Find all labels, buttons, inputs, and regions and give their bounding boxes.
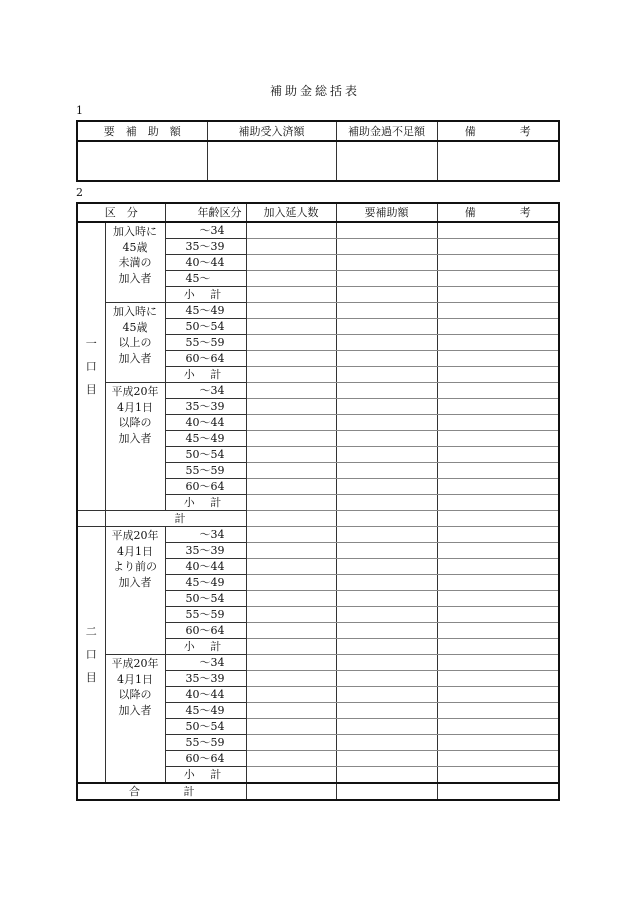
kanyu-ninzu-cell[interactable]	[246, 527, 336, 543]
youhojo-cell[interactable]	[336, 335, 437, 351]
youhojo-cell[interactable]	[336, 591, 437, 607]
youhojo-cell[interactable]	[336, 415, 437, 431]
youhojo-cell[interactable]	[336, 479, 437, 495]
table-row	[77, 303, 559, 319]
youhojo-cell[interactable]	[336, 719, 437, 735]
youhojo-cell[interactable]	[336, 543, 437, 559]
biko-cell[interactable]	[437, 527, 559, 543]
biko-cell[interactable]	[437, 415, 559, 431]
kanyu-ninzu-cell[interactable]	[246, 575, 336, 591]
age-range-cell: 〜34	[165, 655, 246, 671]
biko-cell[interactable]	[437, 623, 559, 639]
youhojo-cell[interactable]	[336, 575, 437, 591]
kanyu-ninzu-cell[interactable]	[246, 271, 336, 287]
kanyu-ninzu-cell[interactable]	[246, 671, 336, 687]
age-range-cell: 40〜44	[165, 255, 246, 271]
section-1-number: 1	[76, 104, 83, 117]
subtotal-label: 小 計	[165, 287, 246, 303]
age-range-cell: 50〜54	[165, 447, 246, 463]
age-range-cell: 60〜64	[165, 751, 246, 767]
biko-cell[interactable]	[437, 735, 559, 751]
age-range-cell: 35〜39	[165, 671, 246, 687]
youhojo-cell[interactable]	[336, 222, 437, 239]
age-range-cell: 〜34	[165, 527, 246, 543]
cell-ukeire[interactable]	[207, 141, 336, 181]
biko-cell[interactable]	[437, 575, 559, 591]
kanyu-ninzu-cell[interactable]	[246, 559, 336, 575]
youhojo-cell[interactable]	[336, 383, 437, 399]
header-nenrei: 年齢区分	[165, 203, 246, 222]
page-title: 補助金総括表	[269, 84, 360, 98]
age-range-cell: 〜34	[165, 383, 246, 399]
biko-total[interactable]	[437, 783, 559, 800]
biko-cell[interactable]	[437, 511, 559, 527]
youhojo-cell[interactable]	[336, 671, 437, 687]
header-kubun: 区 分	[77, 203, 165, 222]
biko-cell[interactable]	[437, 367, 559, 383]
youhojo-cell[interactable]	[336, 687, 437, 703]
biko-cell[interactable]	[437, 303, 559, 319]
subtotal-label: 小 計	[165, 367, 246, 383]
biko-cell[interactable]	[437, 495, 559, 511]
kanyu-ninzu-cell[interactable]	[246, 303, 336, 319]
kanyu-ninzu-cell[interactable]	[246, 335, 336, 351]
kanyu-ninzu-cell[interactable]	[246, 255, 336, 271]
age-range-cell: 40〜44	[165, 687, 246, 703]
biko-cell[interactable]	[437, 255, 559, 271]
group-label: 平成20年 4月1日 以降の 加入者	[105, 655, 165, 784]
youhojo-cell[interactable]	[336, 559, 437, 575]
table-row	[77, 222, 559, 239]
age-range-cell: 35〜39	[165, 543, 246, 559]
biko-cell[interactable]	[437, 543, 559, 559]
age-range-cell: 35〜39	[165, 239, 246, 255]
youhojo-cell[interactable]	[336, 767, 437, 784]
youhojo-cell[interactable]	[336, 447, 437, 463]
youhojo-cell[interactable]	[336, 623, 437, 639]
kanyu-ninzu-cell[interactable]	[246, 687, 336, 703]
biko-cell[interactable]	[437, 687, 559, 703]
ichi-kaime-label: 一 口 目	[77, 222, 105, 511]
table-row	[77, 655, 559, 671]
age-range-cell: 55〜59	[165, 335, 246, 351]
kanyu-ninzu-cell[interactable]	[246, 447, 336, 463]
ni-kaime-label: 二 口 目	[77, 527, 105, 784]
youhojo-cell[interactable]	[336, 255, 437, 271]
biko-cell[interactable]	[437, 655, 559, 671]
biko-cell[interactable]	[437, 607, 559, 623]
biko-cell[interactable]	[437, 319, 559, 335]
group-label: 加入時に 45歳 未満の 加入者	[105, 222, 165, 303]
biko-cell[interactable]	[437, 447, 559, 463]
youhojo-cell[interactable]	[336, 655, 437, 671]
youhojo-cell[interactable]	[336, 527, 437, 543]
youhojo-cell[interactable]	[336, 287, 437, 303]
biko-cell[interactable]	[437, 559, 559, 575]
biko-cell[interactable]	[437, 463, 559, 479]
cell-biko[interactable]	[437, 141, 559, 181]
subtotal-label: 小 計	[165, 495, 246, 511]
age-range-cell: 60〜64	[165, 479, 246, 495]
kanyu-ninzu-cell[interactable]	[246, 367, 336, 383]
subsidy-summary-table	[76, 120, 560, 182]
youhojo-cell[interactable]	[336, 319, 437, 335]
table-row	[77, 527, 559, 543]
header-biko: 備 考	[437, 203, 559, 222]
header-kabusoku: 補助金過不足額	[336, 121, 437, 141]
kanyu-ninzu-cell[interactable]	[246, 623, 336, 639]
grand-total-row	[77, 783, 559, 800]
group-label: 加入時に 45歳 以上の 加入者	[105, 303, 165, 383]
biko-cell[interactable]	[437, 271, 559, 287]
youhojo-cell[interactable]	[336, 399, 437, 415]
kanyu-ninzu-cell[interactable]	[246, 319, 336, 335]
header-kanyu: 加入延人数	[246, 203, 336, 222]
kanyu-ninzu-cell[interactable]	[246, 463, 336, 479]
age-range-cell: 55〜59	[165, 463, 246, 479]
biko-cell[interactable]	[437, 399, 559, 415]
youhojo-cell[interactable]	[336, 351, 437, 367]
age-range-cell: 55〜59	[165, 735, 246, 751]
youhojo-cell[interactable]	[336, 639, 437, 655]
kanyu-ninzu-cell[interactable]	[246, 495, 336, 511]
kanyu-ninzu-cell[interactable]	[246, 767, 336, 784]
kanyu-ninzu-cell[interactable]	[246, 383, 336, 399]
section-2-number: 2	[76, 186, 83, 199]
age-range-cell: 〜34	[165, 222, 246, 239]
youhojo-cell[interactable]	[336, 239, 437, 255]
youhojo-cell[interactable]	[336, 511, 437, 527]
age-range-cell: 45〜49	[165, 431, 246, 447]
subtotal-label: 小 計	[165, 767, 246, 784]
biko-cell[interactable]	[437, 639, 559, 655]
kanyu-ninzu-cell[interactable]	[246, 543, 336, 559]
biko-cell[interactable]	[437, 335, 559, 351]
youhojo-cell[interactable]	[336, 367, 437, 383]
header-ukeire: 補助受入済額	[207, 121, 336, 141]
kanyu-ninzu-cell[interactable]	[246, 399, 336, 415]
kanyu-ninzu-cell[interactable]	[246, 239, 336, 255]
biko-cell[interactable]	[437, 239, 559, 255]
age-range-cell: 45〜49	[165, 575, 246, 591]
kanyu-ninzu-cell[interactable]	[246, 751, 336, 767]
cell-youhojogaku[interactable]	[77, 141, 207, 181]
kanyu-ninzu-cell[interactable]	[246, 703, 336, 719]
youhojo-cell[interactable]	[336, 271, 437, 287]
table-row	[77, 383, 559, 399]
youhojo-cell[interactable]	[336, 495, 437, 511]
age-range-cell: 50〜54	[165, 319, 246, 335]
kanyu-ninzu-cell[interactable]	[246, 511, 336, 527]
header-youhojogaku: 要 補 助 額	[77, 121, 207, 141]
youhojo-cell[interactable]	[336, 303, 437, 319]
biko-cell[interactable]	[437, 751, 559, 767]
youhojo-cell[interactable]	[336, 751, 437, 767]
age-range-cell: 45〜49	[165, 303, 246, 319]
kei-label: 計	[105, 511, 246, 527]
age-range-cell: 45〜	[165, 271, 246, 287]
kanyu-ninzu-cell[interactable]	[246, 655, 336, 671]
youhojo-cell[interactable]	[336, 703, 437, 719]
age-range-cell: 50〜54	[165, 591, 246, 607]
age-range-cell: 35〜39	[165, 399, 246, 415]
biko-cell[interactable]	[437, 719, 559, 735]
kanyu-ninzu-cell[interactable]	[246, 591, 336, 607]
age-range-cell: 60〜64	[165, 623, 246, 639]
youhojo-cell[interactable]	[336, 463, 437, 479]
kanyu-ninzu-cell[interactable]	[246, 735, 336, 751]
kanyu-ninzu-cell[interactable]	[246, 479, 336, 495]
age-range-cell: 55〜59	[165, 607, 246, 623]
youhojo-cell[interactable]	[336, 735, 437, 751]
kanyu-ninzu-cell[interactable]	[246, 415, 336, 431]
kanyu-ninzu-cell[interactable]	[246, 607, 336, 623]
detail-table-body	[77, 222, 559, 800]
biko-cell[interactable]	[437, 287, 559, 303]
detail-table	[76, 202, 560, 801]
kanyu-ninzu-cell[interactable]	[246, 351, 336, 367]
age-range-cell: 40〜44	[165, 559, 246, 575]
cell-kabusoku[interactable]	[336, 141, 437, 181]
header-youhojo: 要補助額	[336, 203, 437, 222]
header-biko: 備 考	[437, 121, 559, 141]
age-range-cell: 60〜64	[165, 351, 246, 367]
gokei-label: 合 計	[77, 783, 246, 800]
biko-cell[interactable]	[437, 431, 559, 447]
kanyu-ninzu-cell[interactable]	[246, 287, 336, 303]
kanyu-ninzu-cell[interactable]	[246, 639, 336, 655]
youhojo-cell[interactable]	[336, 607, 437, 623]
group-label: 平成20年 4月1日 より前の 加入者	[105, 527, 165, 655]
kanyu-ninzu-cell[interactable]	[246, 431, 336, 447]
biko-cell[interactable]	[437, 767, 559, 784]
age-range-cell: 45〜49	[165, 703, 246, 719]
youhojo-total[interactable]	[336, 783, 437, 800]
age-range-cell: 50〜54	[165, 719, 246, 735]
group-label: 平成20年 4月1日 以降の 加入者	[105, 383, 165, 511]
biko-cell[interactable]	[437, 591, 559, 607]
kei-spacer	[77, 511, 105, 527]
biko-cell[interactable]	[437, 222, 559, 239]
kanyu-ninzu-cell[interactable]	[246, 719, 336, 735]
biko-cell[interactable]	[437, 703, 559, 719]
age-range-cell: 40〜44	[165, 415, 246, 431]
biko-cell[interactable]	[437, 671, 559, 687]
biko-cell[interactable]	[437, 479, 559, 495]
biko-cell[interactable]	[437, 383, 559, 399]
kanyu-ninzu-cell[interactable]	[246, 222, 336, 239]
biko-cell[interactable]	[437, 351, 559, 367]
subtotal-label: 小 計	[165, 639, 246, 655]
kanyu-ninzu-total[interactable]	[246, 783, 336, 800]
total-row	[77, 511, 559, 527]
youhojo-cell[interactable]	[336, 431, 437, 447]
